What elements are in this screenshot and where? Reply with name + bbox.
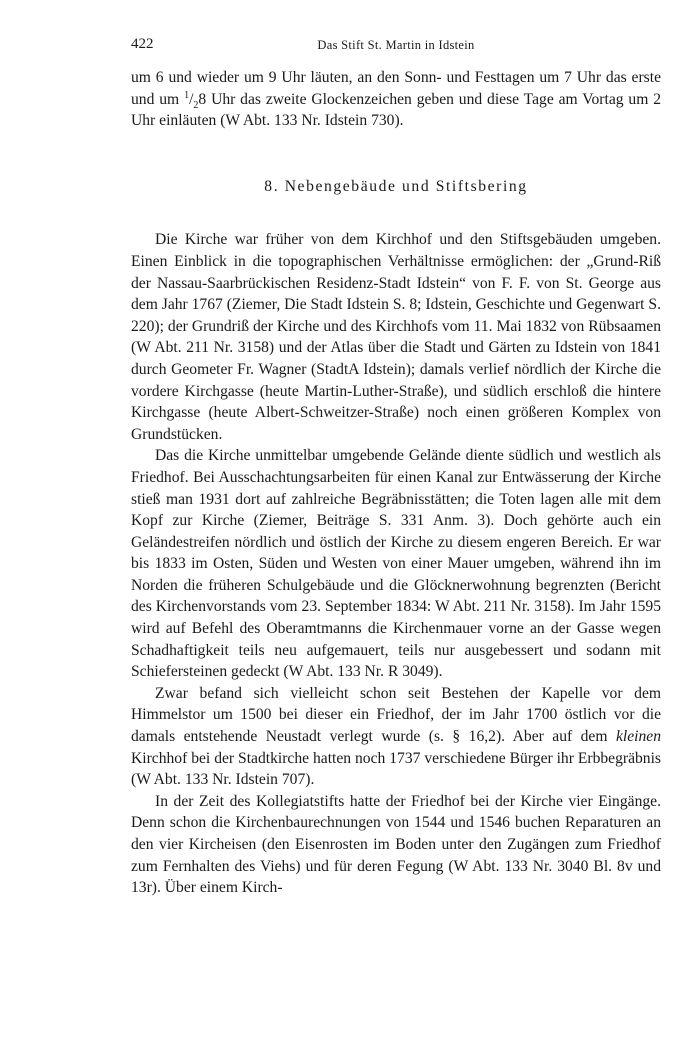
fraction-denominator: 2: [193, 99, 199, 111]
paragraph-continuation: [131, 67, 661, 132]
paragraph-1: Die Kirche war früher von dem Kirchhof und den Stiftsgebäuden umgeben. Einen Einblick in die topographischen Verhältnisse ermöglichen: der „Grund-Riß der Nassau-Saarbrückischen Residenz-Stadt Idstein“ von F. F. von St. George aus dem Jahr 1767 (Ziemer, Die Stadt Idstein S. 8; Idstein, Geschichte und Gegenwart S. 220); der Grundriß der Kirche und des Kirchhofs vom 11. Mai 1832 von Rübsaamen (W Abt. 211 Nr. 3158) und der Atlas über die Stadt und Gärten zu Idstein von 1841 durch Geometer Fr. Wagner (StadtA Idstein); damals verlief nördlich der Kirche die vordere Kirchgasse (heute Martin-Luther-Straße), und südlich erschloß die hintere Kirchgasse (heute Albert-Schweitzer-Straße) noch einen größeren Komplex von Grundstücken.: [131, 231, 661, 443]
page-header: [131, 36, 661, 58]
running-title: Das Stift St. Martin in Idstein: [317, 38, 475, 52]
section-heading: 8. Nebengebäude und Stiftsbering: [264, 177, 528, 195]
paragraph-4: In der Zeit des Kollegiatstifts hatte der Friedhof bei der Kirche vier Eingänge. Denn schon die Kirchenbaurechnungen von 1544 und 1546 buchen Reparaturen an den vier Kircheisen (den Eisenrosten im Boden unter den Zugängen zum Friedhof zum Fernhalten des Viehs) und für deren Fegung (W Abt. 133 Nr. 3040 Bl. 8v und 13r). Über einem Kirch-: [131, 792, 661, 897]
body-text: [131, 67, 661, 899]
paragraph-2: Das die Kirche unmittelbar umgebende Gelände diente südlich und westlich als Friedhof. Bei Ausschachtungsarbeiten für einen Kanal zur Entwässerung der Kirche stieß man 1931 dort auf zahlreiche Begräbnisstätten; die Toten lagen alle mit dem Kopf zur Kirche (Ziemer, Beiträge S. 331 Anm. 3). Doch gehörte auch ein Geländestreifen nördlich und östlich der Kirche zu diesem engeren Bereich. Er war bis 1833 im Osten, Süden und Westen von einer Mauer umgeben, während ihn im Norden die früheren Schulgebäude und die Glöcknerwohnung begrenzten (Bericht des Kirchenvorstands vom 23. September 1834: W Abt. 211 Nr. 3158). Im Jahr 1595 wird auf Befehl des Oberamtmanns die Kirchenmauer vorne an der Gasse wegen Schadhaftigkeit teils neu aufgemauert, teils nur ausgebessert und sodann mit Schiefersteinen gedeckt (W Abt. 133 Nr. R 3049).: [131, 447, 661, 681]
fraction-numerator: 1: [184, 89, 190, 101]
paragraph-text: um 6 und wieder um 9 Uhr läuten, an den Sonn- und Festtagen um 7 Uhr das erste und um: [131, 69, 661, 108]
fraction-half: $^1/_2$: [184, 89, 199, 111]
emphasized-word: kleinen: [615, 728, 661, 746]
paragraph-3-text-b: Kirchhof bei der Stadtkirche hatten noch 1737 verschiedene Bürger ihr Erbbegräbnis (W Abt. 133 Nr. Idstein 707).: [131, 749, 661, 789]
page-number: 422: [131, 36, 154, 52]
paragraph-3-text-a: Zwar befand sich vielleicht schon seit Bestehen der Kapelle vor dem Himmelstor um 1500 bei dieser ein Friedhof, der im Jahr 1700 östlich vor die damals entstehende Neustadt verlegt wurde (s. § 16,2). Aber auf dem: [131, 684, 661, 746]
paragraph-3: [131, 683, 661, 791]
paragraph-text-rest: 8 Uhr das zweite Glockenzeichen geben und diese Tage am Vortag um 2 Uhr einläuten (W Abt. 133 Nr. Idstein 730).: [131, 90, 662, 130]
